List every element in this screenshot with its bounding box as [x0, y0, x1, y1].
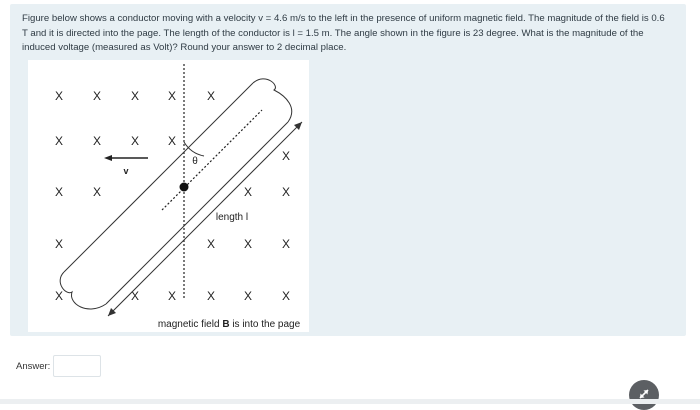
question-text: Figure below shows a conductor moving with a velocity v = 4.6 m/s to the left in the presence of uniform magnetic field. The magnitude of the field is 0.6 T and it is directed into the page. The length of the conductor is l = 1.5 m. The angle shown in the figure is 23 degree. What is the magnitude of the induced voltage (measured as Volt)? Round your answer to 2 decimal place.	[22, 13, 665, 53]
field-x: X	[130, 289, 140, 303]
pivot-dot	[180, 183, 189, 192]
field-x: X	[243, 237, 253, 251]
answer-label: Answer:	[16, 361, 51, 372]
field-x: X	[167, 289, 177, 303]
field-x: X	[130, 134, 140, 148]
rod-end-bottom	[60, 272, 106, 309]
bottom-divider	[0, 399, 700, 404]
rod-edge-upper	[64, 83, 253, 272]
field-x: X	[167, 134, 177, 148]
field-x: X	[243, 289, 253, 303]
answer-input[interactable]	[53, 355, 101, 377]
expand-button[interactable]	[629, 380, 659, 410]
field-x: X	[281, 185, 291, 199]
field-x: X	[130, 89, 140, 103]
field-x: X	[281, 289, 291, 303]
field-x: X	[54, 134, 64, 148]
figure-diagram	[28, 60, 309, 332]
length-label: length l	[215, 212, 249, 223]
rod-end-top	[253, 79, 292, 122]
field-x: X	[281, 237, 291, 251]
length-arrow	[108, 122, 302, 316]
field-x: X	[206, 289, 216, 303]
field-x: X	[206, 237, 216, 251]
rod-edge-lower	[106, 122, 291, 304]
caption: magnetic field B is into the page	[157, 319, 301, 330]
field-x: X	[54, 289, 64, 303]
velocity-arrowhead	[104, 155, 112, 161]
field-x: X	[92, 89, 102, 103]
field-x: X	[92, 185, 102, 199]
field-x: X	[54, 89, 64, 103]
velocity-label: v	[123, 166, 129, 176]
field-x: X	[92, 134, 102, 148]
question-card	[10, 4, 686, 336]
field-x: X	[54, 185, 64, 199]
field-x: X	[281, 149, 291, 163]
field-x: X	[243, 185, 253, 199]
field-x: X	[167, 89, 177, 103]
field-x: X	[54, 237, 64, 251]
field-x: X	[206, 89, 216, 103]
angle-label: θ	[192, 156, 198, 167]
